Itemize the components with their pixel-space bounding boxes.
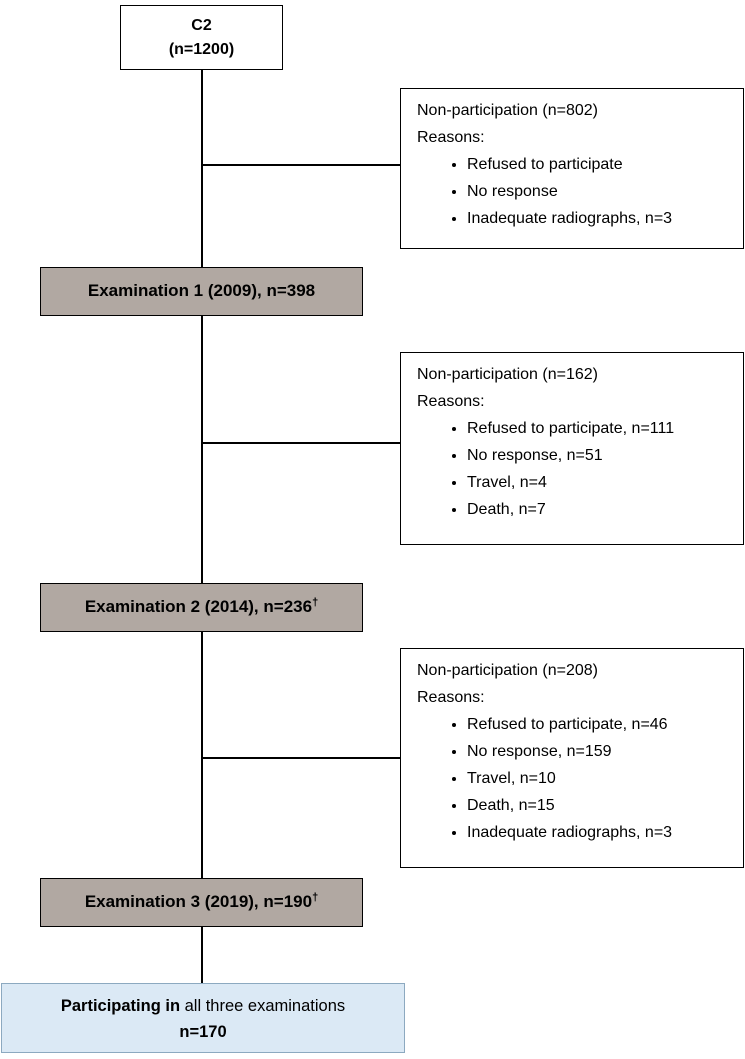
- nonparticipation-box-2: [400, 352, 744, 545]
- examination-1-box: [40, 267, 363, 316]
- start-box-n-label: (n=1200): [168, 41, 235, 58]
- start-box-cohort-label: C2: [191, 17, 212, 34]
- examination-3-label: Examination 3 (2019), n=190: [84, 892, 313, 911]
- reason-item: • No response, n=51: [467, 442, 733, 469]
- reason-item: • No response, n=159: [467, 738, 733, 765]
- reason-item: • Travel, n=10: [467, 765, 733, 792]
- final-box-n-label: n=170: [179, 1023, 227, 1041]
- examination-3-dagger: †: [312, 891, 319, 904]
- examination-2-dagger: †: [312, 596, 319, 609]
- reason-item: • Refused to participate, n=46: [467, 711, 733, 738]
- reason-item: • Refused to participate, n=111: [467, 415, 733, 442]
- reasons-label: Reasons:: [417, 689, 485, 706]
- reason-item: • No response: [467, 178, 733, 205]
- examination-2-label: Examination 2 (2014), n=236: [84, 597, 313, 616]
- connector-vertical-4: [201, 927, 203, 983]
- connector-vertical-1: [201, 70, 203, 267]
- nonparticipation-header: Non-participation (n=802): [417, 102, 598, 119]
- nonparticipation-header: Non-participation (n=162): [417, 366, 598, 383]
- reasons-label: Reasons:: [417, 393, 485, 410]
- reasons-list: [417, 151, 733, 232]
- reason-item: • Death, n=15: [467, 792, 733, 819]
- reasons-label: Reasons:: [417, 129, 485, 146]
- reason-item: • Travel, n=4: [467, 469, 733, 496]
- reason-item: • Refused to participate: [467, 151, 733, 178]
- connector-horizontal-2: [202, 442, 400, 444]
- final-box-line1: [2, 993, 404, 1019]
- connector-vertical-3: [201, 632, 203, 878]
- examination-1-label: Examination 1 (2009), n=398: [87, 281, 316, 300]
- start-box-c2: [120, 5, 283, 70]
- final-box-rest: all three examinations: [180, 997, 346, 1015]
- connector-vertical-2: [201, 316, 203, 583]
- reason-item: • Death, n=7: [467, 496, 733, 523]
- connector-horizontal-3: [202, 757, 400, 759]
- examination-3-box: [40, 878, 363, 927]
- reasons-list: [417, 711, 733, 846]
- final-participation-box: [1, 983, 405, 1053]
- examination-2-box: [40, 583, 363, 632]
- reason-item: • Inadequate radiographs, n=3: [467, 819, 733, 846]
- nonparticipation-header: Non-participation (n=208): [417, 662, 598, 679]
- nonparticipation-box-1: [400, 88, 744, 249]
- connector-horizontal-1: [202, 164, 400, 166]
- nonparticipation-box-3: [400, 648, 744, 868]
- reasons-list: [417, 415, 733, 523]
- final-box-bold-lead: Participating in: [60, 997, 181, 1015]
- reason-item: • Inadequate radiographs, n=3: [467, 205, 733, 232]
